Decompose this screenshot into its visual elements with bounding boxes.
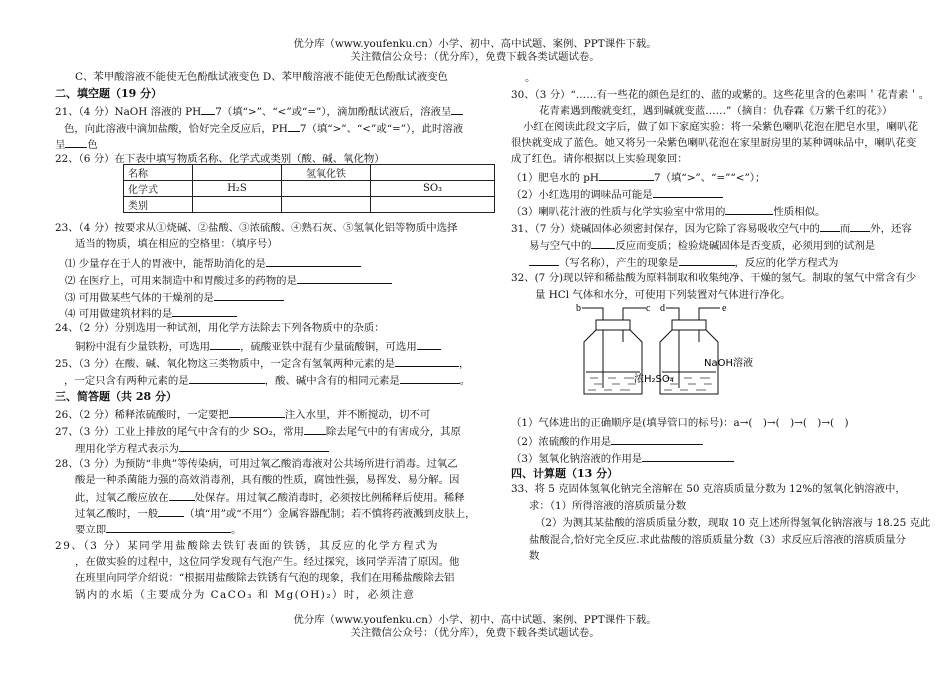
question-21-line2: 色，向此溶液中滴加盐酸，恰好完全反应后，PH 7（填“>”、“<”或“=”），此时溶液 [64,123,464,135]
question-28-line3: 此，过氧乙酸应放在 处保存。用过氧乙酸消毒时，必须按比例稀释后使用。稀释 [75,492,465,504]
question-32-item3: （3）氢氧化钠溶液的作用是 [511,451,734,466]
question-22: 22、（6 分）在下表中填写物质名称、化学式或类别（酸、碱、氧化物） [55,153,385,165]
header-line-1: 优分库（www.youfenku.cn）小学、初中、高中试题、案例、PPT课件下载。 [293,38,657,50]
label-conc-h2so4: 浓H₂SO₄ [634,374,674,385]
question-32-line1: 32、(7 分)现以锌和稀盐酸为原料制取和收集纯净、干燥的氢气。制取的氢气中常含有少 [511,272,917,284]
section-calculation: 四、计算题（13 分） [511,467,619,480]
question-33-line2: 求：（1）所得溶液的溶质质量分数 [529,500,687,512]
question-27-line1: 27、（3 分）工业上排放的尾气中含有的少 SO₂，常用 除去尾气中的有害成分，其原 [55,426,461,438]
period-mark: 。 [525,72,536,84]
question-33-line3: （2）为测其某盐酸的溶质质量分数，现取 10 克上述所得氢氧化钠溶液与 18.25 克此 [535,517,931,529]
question-33-line5: 数 [529,550,540,562]
question-31-line1: 31、（7 分）烧碱固体必须密封保存，因为它除了容易吸收空气中的 而 外，还容 [511,223,912,235]
question-30-line5: 成了红色。请你根据以上实验现象回： [511,153,688,165]
question-32-item2: （2）浓硫酸的作用是 [511,434,703,449]
question-33-line4: 盐酸混合,恰好完全反应.求此盐酸的溶质质量分数（3）求反应后溶液的溶质质量分 [529,534,906,546]
question-30-line2: 花青素遇到酸就变红，遇到碱就变蓝……”（摘自：仇春霖《万紫千红的花》） [539,105,893,117]
question-24-line2: 铜粉中混有少量铁粉，可选用 ，硫酸亚铁中混有少量硫酸铜，可选用 [75,339,441,354]
question-23-line2: 适当的物质，填在相应的空格里：（填序号） [75,238,278,250]
question-33-line1: 33、将 5 克固体氢氧化钠完全溶解在 50 克溶质质量分数为 12%的氢氧化钠溶液中， [511,483,906,495]
question-30-line1: 30、（3 分）“……有一些花的颜色是红的、蓝的或紫的。这些花里含的色素叫＇花青素＇。 [511,89,930,101]
question-30-item3: （3）喇叭花汁液的性质与化学实验室中常用的 性质相似。 [511,206,826,218]
section-fill-in: 二、填空题（19 分） [55,87,163,100]
question-24-line1: 24、（2 分）分别选用一种试剂，用化学方法除去下列各物质中的杂质： [55,322,385,334]
port-label-e: e [722,303,727,314]
gas-washing-bottles-figure [576,302,816,402]
substance-table [123,164,495,213]
option-cd: C、苯甲酸溶液不能使无色酚酞试液变色 D、苯甲酸溶液不能使无色酚酞试液变色 [75,71,448,83]
question-23-line1: 23、（4 分）按要求从①烧碱、②盐酸、③浓硫酸、④熟石灰、⑤氢氧化铝等物质中选择 [55,222,458,234]
port-label-b: b [576,303,581,314]
question-21-line3: 呈 色 [55,139,98,151]
question-28-line2: 酸是一种杀菌能力强的高效消毒剂，具有酸的性质，腐蚀性强，易挥发、易分解。因 [75,474,460,486]
question-30-line3: 小红在阅读此段文字后，做了如下家庭实验：将一朵紫色喇叭花泡在肥皂水里，喇叭花 [523,121,918,133]
header-line-2: 关注微信公众号：（优分库），免费下载各类试题试卷。 [350,51,600,63]
question-23-item1: ⑴ 少量存在于人的胃液中，能帮助消化的是 [65,256,361,271]
table-row: 名称 氢氧化铁 [124,165,495,181]
footer-line-1: 优分库（www.youfenku.cn）小学、初中、高中试题、案例、PPT课件下载。 [293,614,657,626]
footer-line-2: 关注微信公众号：（优分库），免费下载各类试题试卷。 [350,627,600,639]
question-21-line1: 21、（4 分）NaOH 溶液的 PH 7（填“>”、“<”或“=”），滴加酚酞试液后，溶液呈 [55,104,463,119]
question-27-line2: 理用化学方程式表示为 [75,441,329,456]
question-23-item2: ⑵ 在医疗上，可用来制造中和胃酸过多的药物的是 [65,273,392,288]
question-28-line5: 要立即 。 [75,524,242,536]
question-31-line2: 易与空气中的 反应而变质；检验烧碱固体是否变质，必须用到的试剂是 [529,240,876,252]
port-label-c: c [646,303,651,314]
question-23-item4: ⑷ 可用做建筑材料的是 [65,306,237,321]
liquid-1 [588,378,636,390]
question-32-line2: 量 HCl 气体和水分，可使用下列装置对气体进行净化。 [535,289,791,301]
question-29-line1: 29、（3 分）某同学用盐酸除去铁钉表面的铁锈，其反应的化学方程式为 [55,540,440,552]
question-32-item1: （1）气体进出的正确顺序是(填导管口的标号)：a→( )→( )→( )→( ) [511,417,849,429]
question-25-line1: 25、（3 分）在酸、碱、氧化物这三类物质中，一定含有氢氧两种元素的是 ， [55,358,470,370]
question-29-line2: ，在做实验的过程中，这位同学发现有气泡产生。经过探究，该同学弄清了原因。他 [75,556,460,568]
table-row: 化学式 H₂S SO₃ [124,181,495,197]
question-23-item3: ⑶ 可用做某些气体的干燥剂的是 [65,290,284,305]
question-26: 26、（2 分）稀释浓硫酸时，一定要把 注入水里，并不断搅动，切不可 [55,409,431,421]
section-short-answer: 三、简答题（共 28 分） [55,390,177,403]
table-row: 类别 [124,197,495,213]
question-28-line4: 过氧乙酸时，一般 （填“用”或“不用”）金属容器配制；若不慎将药液溅到皮肤上， [75,508,476,520]
question-30-item1: （1）肥皂水的 pH 7（填“>”、“=”“<”）； [511,172,766,184]
question-30-item2: （2）小红选用的调味品可能是 [511,187,723,202]
question-29-line3: 在班里向同学介绍说：“根据用盐酸除去铁锈有气泡的现象，我们在用稀盐酸除去铝 [75,572,455,584]
question-31-line3: （写名称），产生的现象是 ，反应的化学方程式为 [529,255,838,270]
port-label-d: d [660,303,665,314]
label-naoh-solution: NaOH溶液 [704,358,753,369]
question-25-line2: ，一定只含有两种元素的是 ，酸、碱中含有的相同元素是 。 [64,375,471,387]
question-30-line4: 很快就变成了蓝色。她又将另一朵紫色喇叭花泡在家里厨房里的某种调味品中，喇叭花变 [511,137,917,149]
question-28-line1: 28、（3 分）为预防“非典”等传染病，可用过氧乙酸消毒液对公共场所进行消毒。过氧乙 [55,458,458,470]
question-29-line4: 锅内的水垢（主要成分为 CaCO₃ 和 Mg(OH)₂）时，必须注意 [75,589,416,601]
